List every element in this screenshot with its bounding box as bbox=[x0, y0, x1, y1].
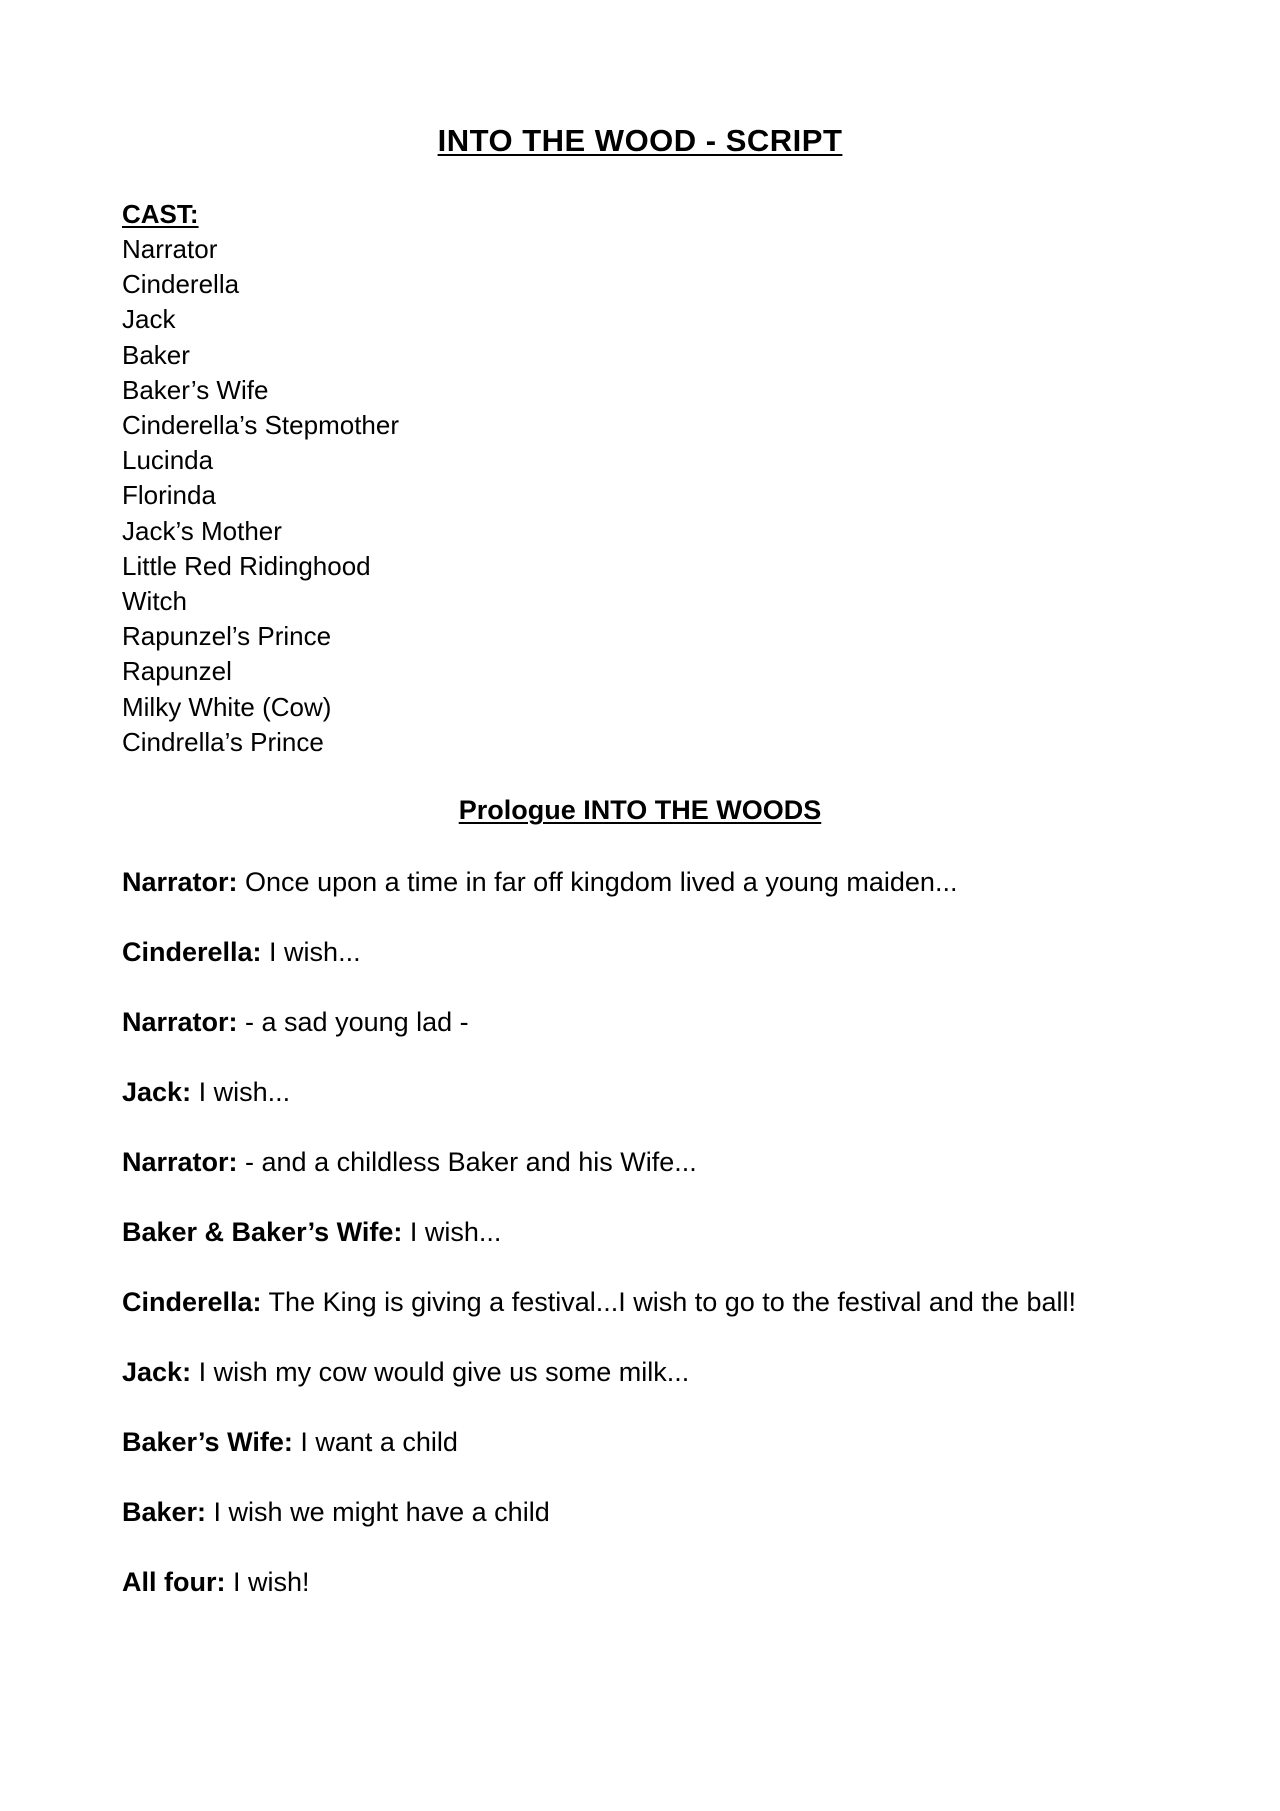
speaker-name: Jack: bbox=[122, 1357, 192, 1387]
cast-member: Lucinda bbox=[122, 445, 214, 476]
cast-member: Jack’s Mother bbox=[122, 515, 282, 546]
cast-member: Rapunzel’s Prince bbox=[122, 621, 332, 652]
dialogue-line bbox=[122, 1074, 1202, 1110]
cast-member: Cinderella’s Stepmother bbox=[122, 410, 399, 441]
prologue-dialogue bbox=[122, 864, 1202, 1634]
dialogue-line bbox=[122, 1214, 1202, 1250]
cast-member: Narrator bbox=[122, 234, 218, 264]
speaker-name: All four: bbox=[122, 1567, 226, 1597]
dialogue-text: I wish... bbox=[402, 1217, 502, 1247]
dialogue-line bbox=[122, 864, 1202, 900]
dialogue-text: The King is giving a festival...I wish to go to the festival and the ball! bbox=[261, 1287, 1077, 1317]
dialogue-line bbox=[122, 1494, 1202, 1530]
dialogue-line bbox=[122, 1424, 1202, 1460]
cast-member: Baker bbox=[122, 339, 190, 370]
dialogue-line bbox=[122, 1564, 1202, 1600]
dialogue-text: I wish my cow would give us some milk... bbox=[191, 1357, 690, 1387]
dialogue-text: - a sad young lad - bbox=[237, 1007, 469, 1037]
cast-list bbox=[122, 232, 1022, 760]
speaker-name: Baker: bbox=[122, 1497, 207, 1527]
cast-member: Witch bbox=[122, 586, 187, 617]
cast-member: Milky White (Cow) bbox=[122, 691, 332, 722]
cast-heading: CAST: bbox=[122, 199, 199, 229]
dialogue-text: I wish... bbox=[191, 1077, 291, 1107]
dialogue-text: I want a child bbox=[292, 1427, 458, 1457]
speaker-name: Cinderella: bbox=[122, 1287, 262, 1317]
dialogue-text: I wish we might have a child bbox=[206, 1497, 550, 1527]
cast-member: Florinda bbox=[122, 480, 216, 511]
speaker-name: Baker’s Wife: bbox=[122, 1427, 293, 1457]
dialogue-text: I wish... bbox=[261, 937, 361, 967]
cast-member: Little Red Ridinghood bbox=[122, 550, 371, 581]
cast-member: Cinderella bbox=[122, 269, 240, 300]
prologue-title: Prologue INTO THE WOODS bbox=[458, 795, 822, 825]
speaker-name: Cinderella: bbox=[122, 937, 262, 967]
dialogue-line bbox=[122, 934, 1202, 970]
speaker-name: Narrator: bbox=[122, 1147, 238, 1177]
dialogue-text: I wish! bbox=[225, 1567, 310, 1597]
dialogue-line bbox=[122, 1144, 1202, 1180]
dialogue-line bbox=[122, 1354, 1202, 1390]
document-title: INTO THE WOOD - SCRIPT bbox=[437, 123, 843, 158]
speaker-name: Baker & Baker’s Wife: bbox=[122, 1217, 403, 1247]
dialogue-text: - and a childless Baker and his Wife... bbox=[237, 1147, 697, 1177]
speaker-name: Jack: bbox=[122, 1077, 192, 1107]
dialogue-line bbox=[122, 1004, 1202, 1040]
speaker-name: Narrator: bbox=[122, 1007, 238, 1037]
dialogue-text: Once upon a time in far off kingdom lived a young maiden... bbox=[237, 867, 958, 897]
speaker-name: Narrator: bbox=[122, 867, 238, 897]
cast-member: Cindrella’s Prince bbox=[122, 726, 324, 757]
dialogue-line bbox=[122, 1284, 1202, 1320]
cast-member: Rapunzel bbox=[122, 656, 232, 687]
cast-member: Baker’s Wife bbox=[122, 374, 269, 405]
cast-section bbox=[122, 196, 1022, 760]
cast-member: Jack bbox=[122, 304, 176, 335]
